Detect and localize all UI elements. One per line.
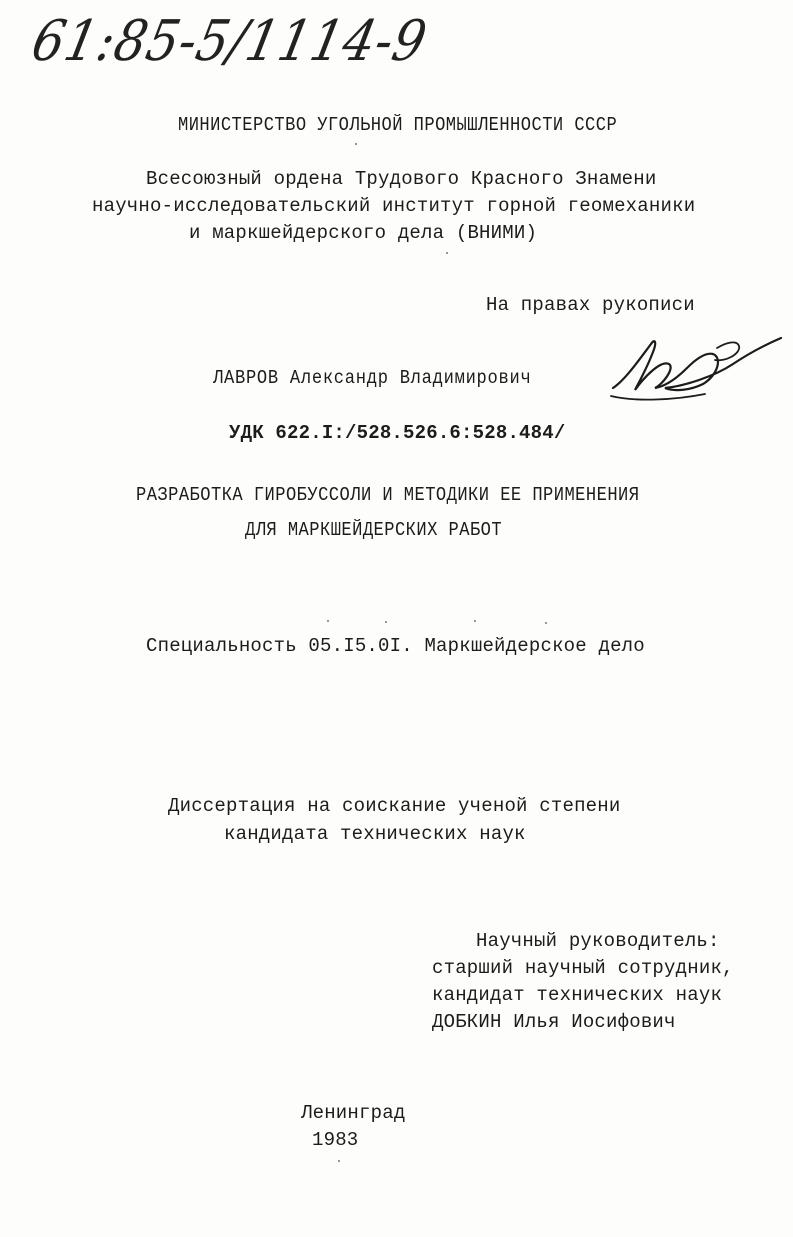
handwritten-archive-code: 61:85-5/1114-9 — [26, 9, 433, 74]
institute-line-3: и маркшейдерского дела (ВНИМИ) — [189, 222, 538, 244]
udc-code: УДК 622.I:/528.526.6:528.484/ — [229, 422, 566, 444]
specialty-line: Специальность 05.I5.0I. Маркшейдерское дело — [146, 635, 645, 657]
scan-speck — [327, 620, 329, 622]
city: Ленинград — [301, 1102, 406, 1124]
title-line-2: ДЛЯ МАРКШЕЙДЕРСКИХ РАБОТ — [245, 519, 503, 541]
supervisor-degree: кандидат технических наук — [432, 984, 723, 1006]
scan-speck — [355, 143, 357, 145]
institute-line-2: научно-исследовательский институт горной геомеханики — [92, 195, 696, 217]
scan-speck — [474, 620, 476, 622]
scan-speck — [446, 252, 448, 254]
scan-speck — [545, 622, 547, 624]
manuscript-rights-note: На правах рукописи — [486, 294, 695, 316]
author-signature — [605, 330, 785, 420]
ministry-heading: МИНИСТЕРСТВО УГОЛЬНОЙ ПРОМЫШЛЕННОСТИ СССР — [178, 114, 618, 136]
dissertation-line-1: Диссертация на соискание ученой степени — [168, 795, 621, 817]
title-line-1: РАЗРАБОТКА ГИРОБУССОЛИ И МЕТОДИКИ ЕЕ ПРИМЕНЕНИЯ — [136, 484, 640, 506]
institute-line-1: Всесоюзный ордена Трудового Красного Знамени — [146, 168, 657, 190]
supervisor-label: Научный руководитель: — [476, 930, 720, 952]
dissertation-line-2: кандидата технических наук — [224, 823, 526, 845]
supervisor-position: старший научный сотрудник, — [432, 957, 734, 979]
scan-speck — [338, 1160, 340, 1162]
author-name: ЛАВРОВ Александр Владимирович — [213, 367, 532, 389]
scan-speck — [385, 621, 387, 623]
year: 1983 — [312, 1129, 359, 1151]
supervisor-name: ДОБКИН Илья Иосифович — [432, 1011, 676, 1033]
